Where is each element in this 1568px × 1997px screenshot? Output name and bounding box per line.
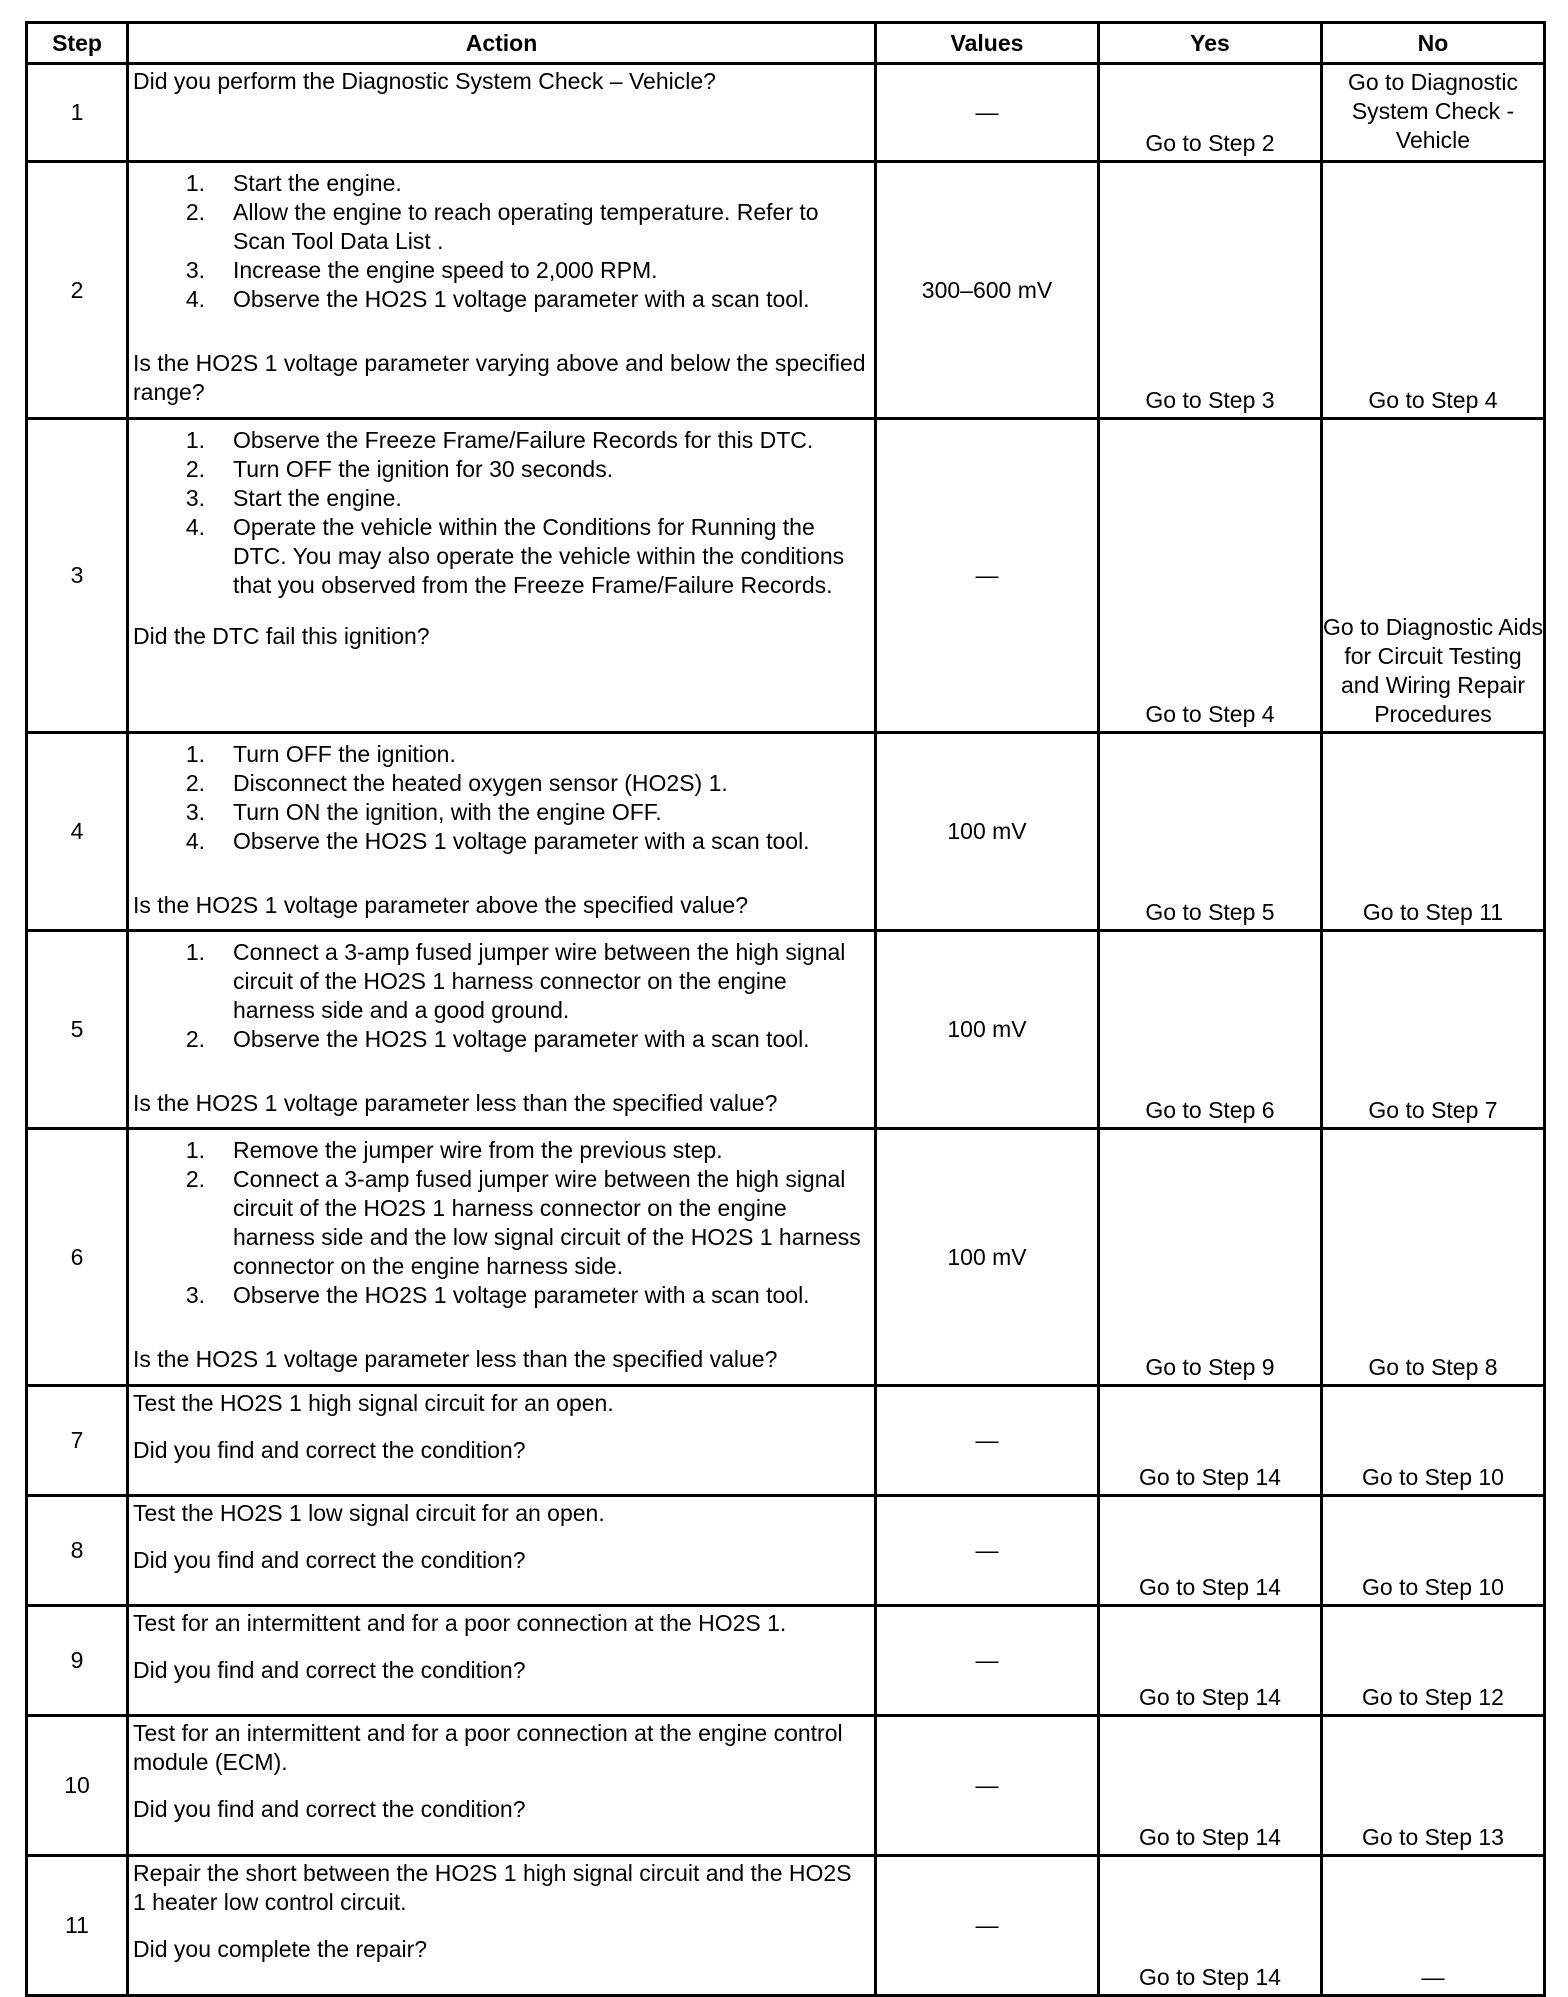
action-cell [128,1856,876,1996]
action-cell [128,1129,876,1386]
value-cell: 100 mV [876,1129,1099,1386]
list-item-text: Turn OFF the ignition. [233,741,456,767]
list-item-text: Allow the engine to reach operating temperature. Refer to Scan Tool Data List . [233,199,819,254]
action-cell [128,419,876,733]
step-number: 6 [27,1129,128,1386]
list-item-number: 2. [185,770,205,796]
action-intro: Did you perform the Diagnostic System Check – Vehicle? [133,68,716,94]
table-row [27,1606,1545,1716]
list-item [133,169,870,198]
action-steps-list [133,169,870,314]
value-cell: — [876,1716,1099,1856]
list-item-text: Disconnect the heated oxygen sensor (HO2S) 1. [233,770,728,796]
step-number: 4 [27,733,128,931]
list-item [133,827,870,856]
list-item [133,285,870,314]
list-item [133,769,870,798]
action-question: Did you find and correct the condition? [133,1796,526,1822]
list-item [133,198,870,256]
no-cell: Go to Diagnostic Aids for Circuit Testing and Wiring Repair Procedures [1322,419,1545,733]
action-intro: Repair the short between the HO2S 1 high signal circuit and the HO2S 1 heater low control circuit. [133,1860,852,1915]
table-row [27,1496,1545,1606]
no-cell: — [1322,1856,1545,1996]
list-item-number: 1. [185,427,205,453]
table-body [27,64,1545,1996]
list-item [133,1025,870,1054]
action-cell [128,64,876,162]
action-steps-list [133,1136,870,1310]
list-item-number: 3. [185,485,205,511]
list-item-text: Observe the HO2S 1 voltage parameter with a scan tool. [233,286,810,312]
step-number: 1 [27,64,128,162]
action-question: Did you find and correct the condition? [133,1547,526,1573]
list-item [133,1281,870,1310]
list-item [133,1165,870,1281]
list-item [133,740,870,769]
value-cell: — [876,1856,1099,1996]
yes-cell: Go to Step 2 [1099,64,1322,162]
no-cell: Go to Step 10 [1322,1496,1545,1606]
action-cell [128,162,876,419]
list-item-number: 3. [185,257,205,283]
list-item-text: Turn OFF the ignition for 30 seconds. [233,456,614,482]
action-question: Did you find and correct the condition? [133,1437,526,1463]
list-item-number: 4. [185,286,205,312]
list-item [133,1136,870,1165]
action-cell [128,1606,876,1716]
header-action: Action [128,23,876,64]
yes-cell: Go to Step 14 [1099,1716,1322,1856]
value-cell: 100 mV [876,733,1099,931]
table-row [27,931,1545,1129]
list-item-number: 3. [185,799,205,825]
list-item-number: 2. [185,1026,205,1052]
action-steps-list [133,740,870,856]
action-question: Is the HO2S 1 voltage parameter above the specified value? [133,892,748,918]
yes-cell: Go to Step 14 [1099,1386,1322,1496]
no-cell: Go to Step 8 [1322,1129,1545,1386]
no-cell: Go to Step 7 [1322,931,1545,1129]
no-cell: Go to Step 11 [1322,733,1545,931]
yes-cell: Go to Step 3 [1099,162,1322,419]
action-question: Did the DTC fail this ignition? [133,623,430,649]
value-cell: 300–600 mV [876,162,1099,419]
no-cell: Go to Step 10 [1322,1386,1545,1496]
action-cell [128,1716,876,1856]
list-item [133,938,870,1025]
step-number: 9 [27,1606,128,1716]
list-item-text: Observe the Freeze Frame/Failure Records for this DTC. [233,427,814,453]
table-row [27,64,1545,162]
step-number: 3 [27,419,128,733]
list-item-text: Observe the HO2S 1 voltage parameter with a scan tool. [233,828,810,854]
action-steps-list [133,426,870,600]
step-number: 8 [27,1496,128,1606]
value-cell: — [876,1386,1099,1496]
list-item-text: Connect a 3-amp fused jumper wire between the high signal circuit of the HO2S 1 harness connector on the engine harness side and a good ground. [233,939,846,1023]
action-cell [128,1386,876,1496]
header-step: Step [27,23,128,64]
table-row [27,419,1545,733]
header-no: No [1322,23,1545,64]
yes-cell: Go to Step 4 [1099,419,1322,733]
action-question: Is the HO2S 1 voltage parameter less than the specified value? [133,1090,778,1116]
action-cell [128,1496,876,1606]
table-row [27,1129,1545,1386]
value-cell: — [876,1496,1099,1606]
list-item-number: 3. [185,1282,205,1308]
list-item [133,513,870,600]
yes-cell: Go to Step 6 [1099,931,1322,1129]
action-question: Is the HO2S 1 voltage parameter varying above and below the specified range? [133,350,866,405]
no-cell: Go to Step 4 [1322,162,1545,419]
action-cell [128,931,876,1129]
list-item-number: 1. [185,170,205,196]
list-item-text: Observe the HO2S 1 voltage parameter with a scan tool. [233,1026,810,1052]
list-item [133,455,870,484]
yes-cell: Go to Step 14 [1099,1606,1322,1716]
action-question: Is the HO2S 1 voltage parameter less than the specified value? [133,1346,778,1372]
header-values: Values [876,23,1099,64]
yes-cell: Go to Step 9 [1099,1129,1322,1386]
step-number: 11 [27,1856,128,1996]
list-item-text: Connect a 3-amp fused jumper wire between the high signal circuit of the HO2S 1 harness connector on the engine harness side and the low signal circuit of the HO2S 1 harness connector on the engine harness side. [233,1166,861,1279]
action-question: Did you find and correct the condition? [133,1657,526,1683]
step-number: 7 [27,1386,128,1496]
list-item [133,426,870,455]
action-steps-list [133,938,870,1054]
table-row [27,1386,1545,1496]
step-number: 5 [27,931,128,1129]
list-item-text: Observe the HO2S 1 voltage parameter with a scan tool. [233,1282,810,1308]
list-item-number: 2. [185,199,205,225]
list-item [133,484,870,513]
table-row [27,162,1545,419]
no-cell: Go to Step 13 [1322,1716,1545,1856]
list-item [133,798,870,827]
list-item [133,256,870,285]
value-cell: — [876,419,1099,733]
header-row [27,23,1545,64]
yes-cell: Go to Step 14 [1099,1856,1322,1996]
action-cell [128,733,876,931]
value-cell: — [876,1606,1099,1716]
action-question: Did you complete the repair? [133,1936,428,1962]
list-item-text: Turn ON the ignition, with the engine OFF. [233,799,662,825]
list-item-number: 4. [185,514,205,540]
action-intro: Test the HO2S 1 low signal circuit for an open. [133,1500,605,1526]
table-row [27,1716,1545,1856]
list-item-text: Increase the engine speed to 2,000 RPM. [233,257,658,283]
step-number: 10 [27,1716,128,1856]
yes-cell: Go to Step 5 [1099,733,1322,931]
diagnostic-table [25,21,1546,1997]
no-cell: Go to Diagnostic System Check - Vehicle [1322,64,1545,162]
yes-cell: Go to Step 14 [1099,1496,1322,1606]
table-row [27,733,1545,931]
list-item-text: Start the engine. [233,170,402,196]
list-item-number: 1. [185,1137,205,1163]
step-number: 2 [27,162,128,419]
list-item-number: 1. [185,741,205,767]
value-cell: — [876,64,1099,162]
list-item-text: Operate the vehicle within the Conditions for Running the DTC. You may also operate the vehicle within the conditions that you observed from the Freeze Frame/Failure Records. [233,514,845,598]
list-item-number: 2. [185,1166,205,1192]
header-yes: Yes [1099,23,1322,64]
list-item-text: Remove the jumper wire from the previous step. [233,1137,723,1163]
table-row [27,1856,1545,1996]
action-intro: Test for an intermittent and for a poor connection at the engine control module (ECM). [133,1720,843,1775]
action-intro: Test for an intermittent and for a poor connection at the HO2S 1. [133,1610,787,1636]
list-item-number: 2. [185,456,205,482]
action-intro: Test the HO2S 1 high signal circuit for an open. [133,1390,614,1416]
no-cell: Go to Step 12 [1322,1606,1545,1716]
list-item-text: Start the engine. [233,485,402,511]
list-item-number: 1. [185,939,205,965]
value-cell: 100 mV [876,931,1099,1129]
list-item-number: 4. [185,828,205,854]
